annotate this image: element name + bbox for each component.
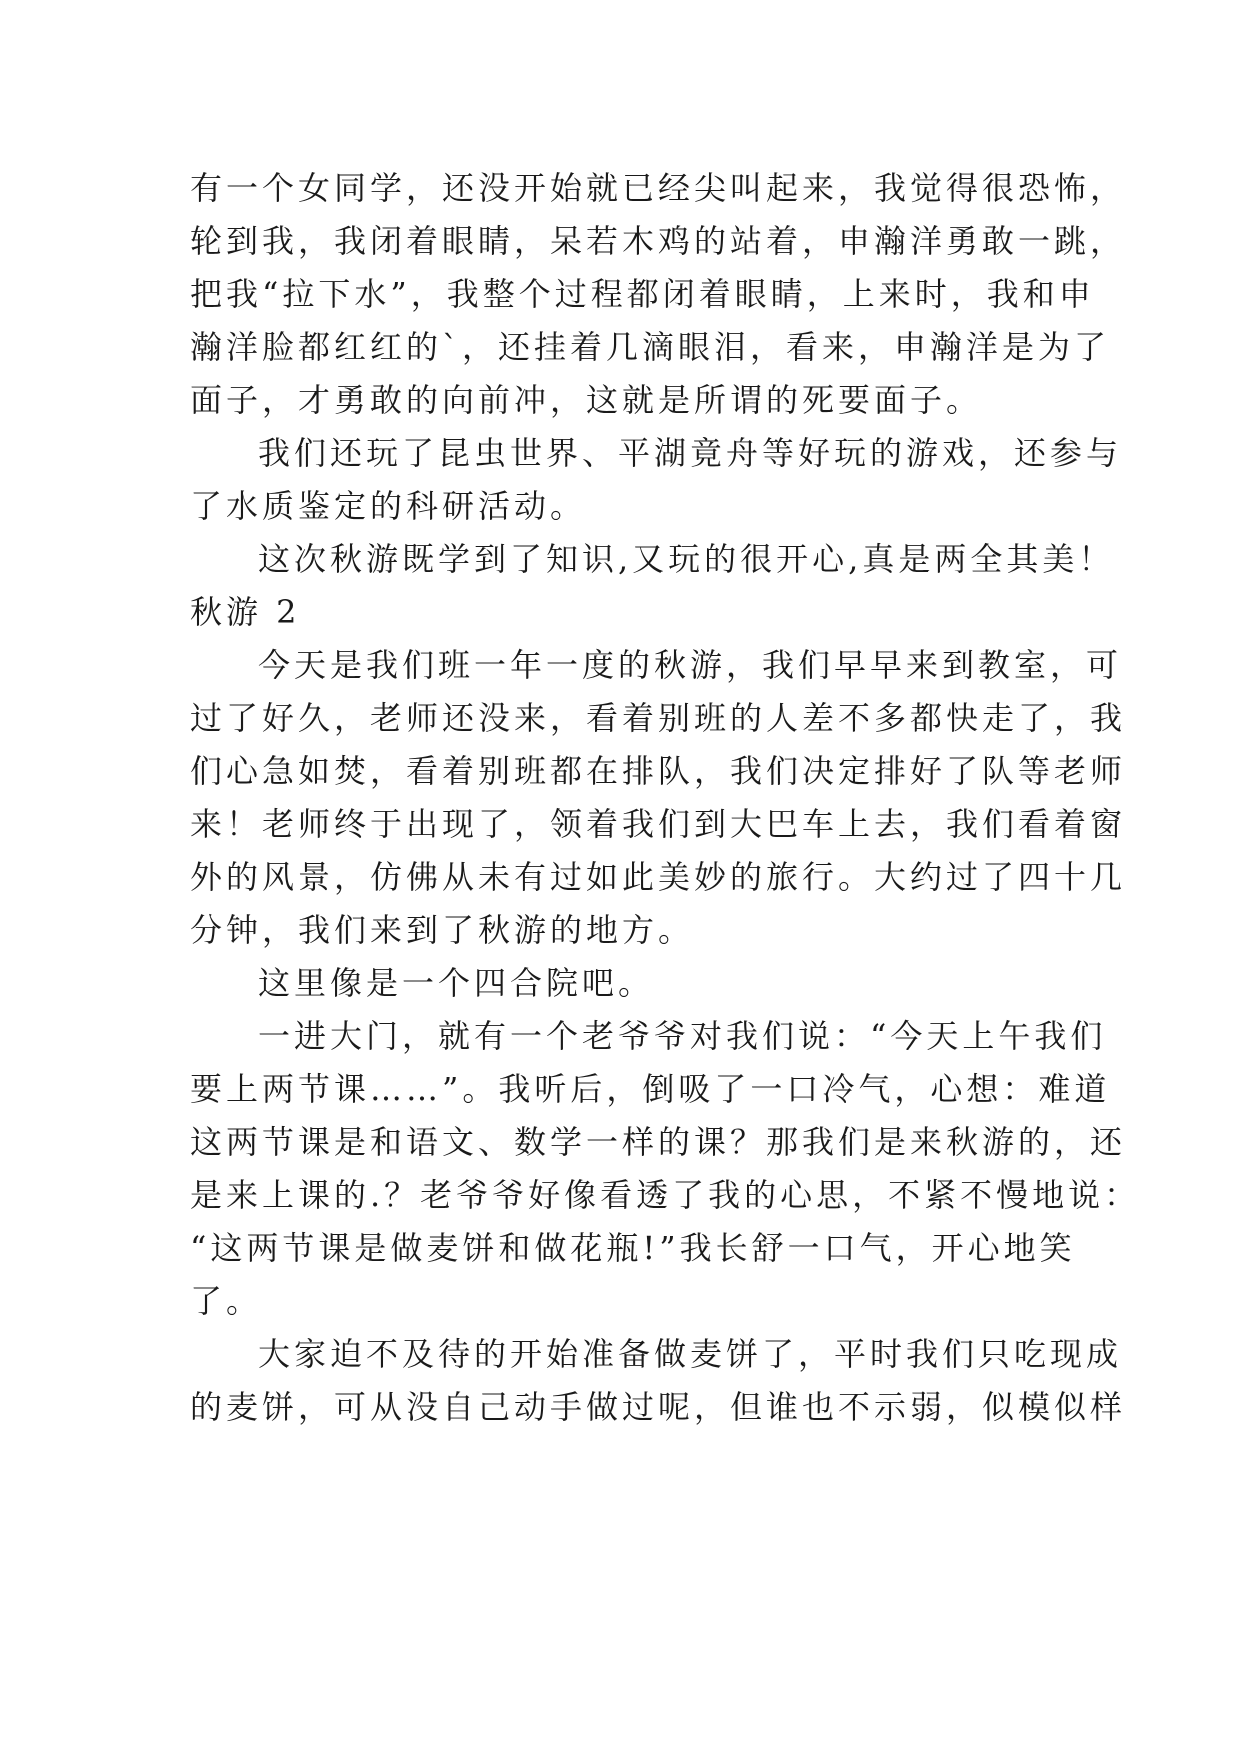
text-line: 了水质鉴定的科研活动。 bbox=[190, 487, 587, 525]
text-line: 面子，才勇敢的向前冲，这就是所谓的死要面子。 bbox=[190, 381, 983, 419]
text-line: 瀚洋脸都红红的`，还挂着几滴眼泪，看来，申瀚洋是为了 bbox=[190, 328, 1111, 366]
paragraph-start-line: 今天是我们班一年一度的秋游，我们早早来到教室，可 bbox=[258, 646, 1123, 684]
text-line: 来！老师终于出现了，领着我们到大巴车上去，我们看着窗 bbox=[190, 805, 1127, 843]
text-line: 的麦饼，可从没自己动手做过呢，但谁也不示弱，似模似样 bbox=[190, 1388, 1127, 1426]
text-line: “这两节课是做麦饼和做花瓶!”我长舒一口气，开心地笑 bbox=[190, 1229, 1076, 1267]
text-line: 把我“拉下水”，我整个过程都闭着眼睛，上来时，我和申 bbox=[190, 275, 1095, 313]
section-heading: 秋游 2 bbox=[190, 593, 301, 631]
text-line: 分钟，我们来到了秋游的地方。 bbox=[190, 911, 695, 949]
text-line: 外的风景，仿佛从未有过如此美妙的旅行。大约过了四十几 bbox=[190, 858, 1127, 896]
paragraph-start-line: 这次秋游既学到了知识,又玩的很开心,真是两全其美！ bbox=[258, 540, 1115, 578]
text-line: 轮到我，我闭着眼睛，呆若木鸡的站着，申瀚洋勇敢一跳， bbox=[190, 222, 1127, 260]
text-line: 是来上课的.？老爷爷好像看透了我的心思，不紧不慢地说： bbox=[190, 1176, 1141, 1214]
paragraph-start-line: 大家迫不及待的开始准备做麦饼了，平时我们只吃现成 bbox=[258, 1335, 1123, 1373]
text-line: 要上两节课……”。我听后，倒吸了一口冷气，心想：难道 bbox=[190, 1070, 1111, 1108]
text-line: 过了好久，老师还没来，看着别班的人差不多都快走了，我 bbox=[190, 699, 1127, 737]
paragraph-start-line: 我们还玩了昆虫世界、平湖竟舟等好玩的游戏，还参与 bbox=[258, 434, 1123, 472]
text-line: 们心急如焚，看着别班都在排队，我们决定排好了队等老师 bbox=[190, 752, 1127, 790]
text-line: 有一个女同学，还没开始就已经尖叫起来，我觉得很恐怖， bbox=[190, 169, 1127, 207]
paragraph-start-line: 一进大门，就有一个老爷爷对我们说：“今天上午我们 bbox=[258, 1017, 1107, 1055]
paragraph-start-line: 这里像是一个四合院吧。 bbox=[258, 964, 655, 1002]
text-line: 了。 bbox=[190, 1282, 263, 1320]
text-line: 这两节课是和语文、数学一样的课？那我们是来秋游的，还 bbox=[190, 1123, 1127, 1161]
